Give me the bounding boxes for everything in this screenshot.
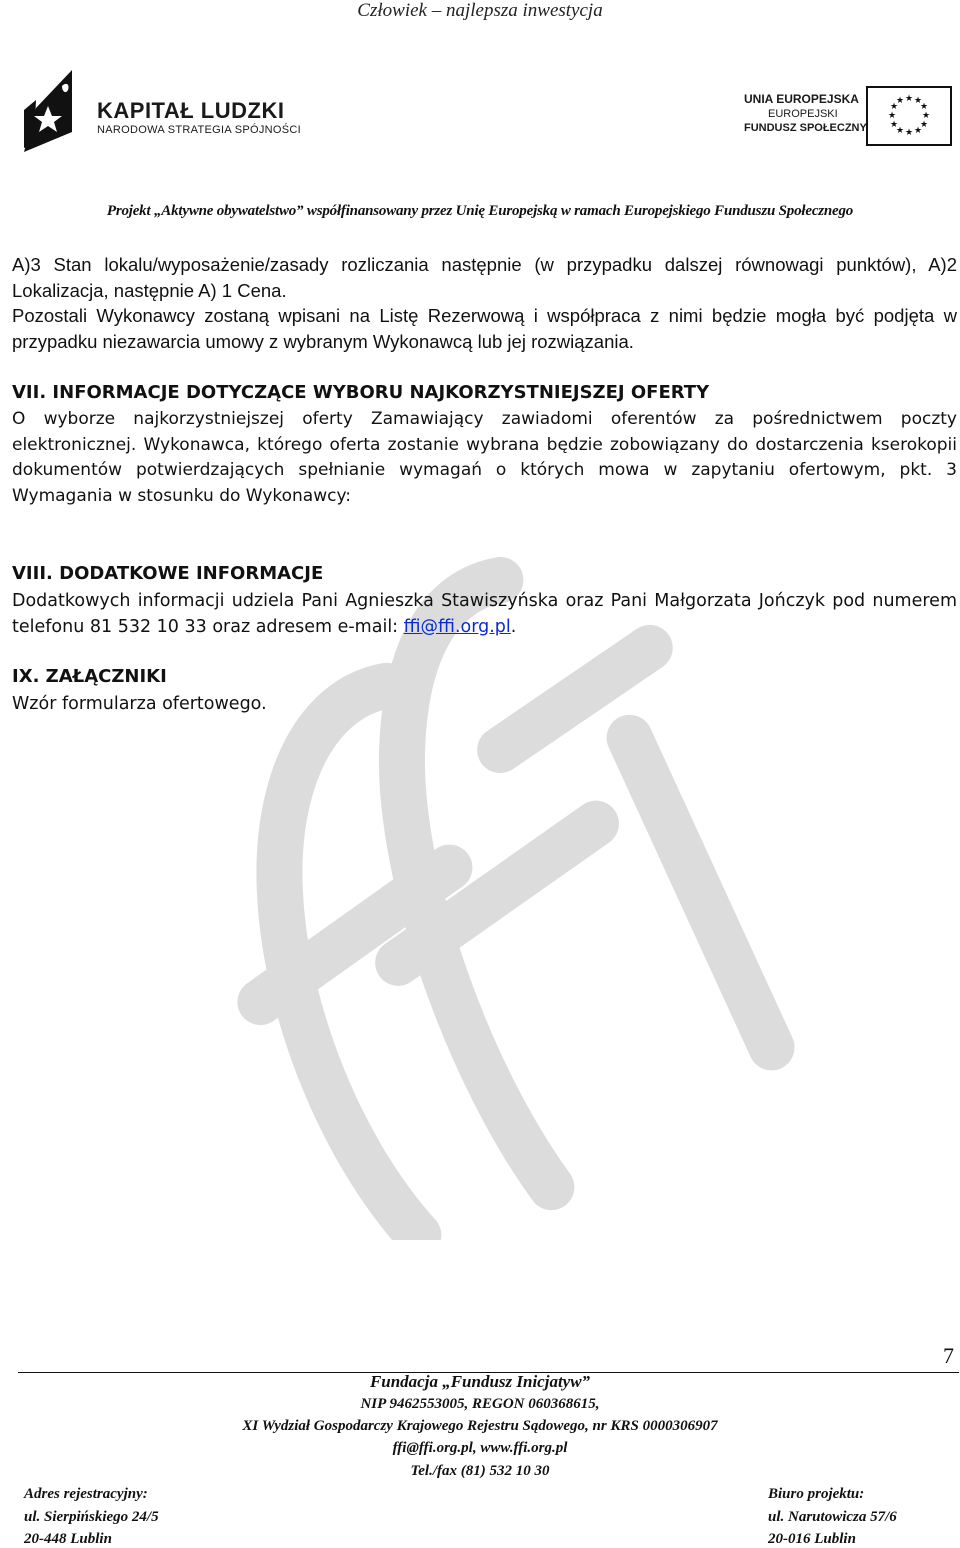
svg-text:★: ★: [895, 126, 905, 136]
svg-text:★: ★: [919, 120, 929, 130]
eu-logo-line2: EUROPEJSKI: [768, 108, 838, 120]
footer-right-label: Biuro projektu:: [768, 1486, 865, 1502]
svg-text:★: ★: [919, 102, 929, 112]
eu-logo-line1: UNIA EUROPEJSKA: [744, 92, 859, 106]
svg-text:★: ★: [904, 94, 914, 104]
kapital-ludzki-subtitle: NARODOWA STRATEGIA SPÓJNOŚCI: [97, 124, 301, 136]
section-viii-heading: VIII. DODATKOWE INFORMACJE: [12, 563, 324, 584]
footer-right-street: ul. Narutowicza 57/6: [768, 1509, 897, 1525]
footer-left-city: 20-448 Lublin: [24, 1531, 112, 1547]
svg-text:★: ★: [904, 128, 914, 138]
svg-text:★: ★: [889, 120, 899, 130]
intro-paragraph: [12, 252, 957, 354]
section-vii-text: O wyborze najkorzystniejszej oferty Zamawiający zawiadomi oferentów za pośrednictwem poczty elektronicznej. Wykonawca, którego oferta zostanie wybrana będzie zobowiązany do dostarczenia kserokopii dokumentów potwierdzających spełnianie wymagań o których mowa w zapytaniu ofertowym, pkt. 3 Wymagania w stosunku do Wykonawcy:: [12, 409, 957, 506]
section-viii-body: [12, 589, 957, 640]
footer-org: Fundacja „Fundusz Inicjatyw”: [369, 1372, 591, 1391]
svg-text:★: ★: [913, 96, 923, 106]
eu-flag-icon: [866, 86, 952, 146]
section-viii-text-after: .: [510, 616, 517, 637]
footer-left-label: Adres rejestracyjny:: [24, 1486, 148, 1502]
section-vii-heading: VII. INFORMACJE DOTYCZĄCE WYBORU NAJKORZYSTNIEJSZEJ OFERTY: [12, 382, 710, 403]
footer-ids: NIP 9462553005, REGON 060368615,: [360, 1396, 600, 1412]
svg-text:★: ★: [895, 96, 905, 106]
eu-logo-line3: FUNDUSZ SPOŁECZNY: [744, 122, 867, 134]
page-number: 7: [943, 1343, 954, 1368]
svg-text:★: ★: [887, 111, 897, 121]
footer-web: ffi@ffi.org.pl, www.ffi.org.pl: [392, 1440, 568, 1456]
svg-text:★: ★: [921, 111, 931, 121]
intro-line-2: Pozostali Wykonawcy zostaną wpisani na Listę Rezerwową i współpraca z nimi będzie mogła być podjęta w przypadku niezawarcia umowy z wybranym Wykonawcą lub jej rozwiązania.: [12, 305, 957, 352]
intro-line-1: A)3 Stan lokalu/wyposażenie/zasady rozliczania następnie (w przypadku dalszej równowagi punktów), A)2 Lokalizacja, następnie A) 1 Cena.: [12, 254, 957, 301]
footer-phone: Tel./fax (81) 532 10 30: [410, 1463, 550, 1479]
footer-left-street: ul. Sierpińskiego 24/5: [24, 1509, 159, 1525]
kapital-ludzki-title: KAPITAŁ LUDZKI: [97, 98, 285, 123]
section-vii-body: [12, 407, 957, 509]
contact-email-link[interactable]: ffi@ffi.org.pl: [403, 616, 511, 637]
section-viii-text: [12, 589, 957, 640]
project-line: Projekt „Aktywne obywatelstwo” współfinansowany przez Unię Europejską w ramach Europejskiego Funduszu Społecznego: [106, 203, 854, 219]
section-ix-text: Wzór formularza ofertowego.: [12, 694, 267, 714]
footer-court: XI Wydział Gospodarczy Krajowego Rejestru Sądowego, nr KRS 0000306907: [242, 1418, 718, 1434]
kapital-ludzki-emblem: [22, 70, 96, 152]
svg-text:★: ★: [913, 126, 923, 136]
section-ix-body: [12, 692, 957, 718]
svg-text:★: ★: [889, 102, 899, 112]
section-viii-text-before: Dodatkowych informacji udziela Pani Agnieszka Stawiszyńska oraz Pani Małgorzata Jończyk pod numerem telefonu 81 532 10 33 oraz adresem e-mail:: [12, 591, 957, 637]
footer-right-city: 20-016 Lublin: [768, 1531, 856, 1547]
header-tagline: Człowiek – najlepsza inwestycja: [357, 0, 603, 21]
section-ix-heading: IX. ZAŁĄCZNIKI: [12, 666, 167, 687]
